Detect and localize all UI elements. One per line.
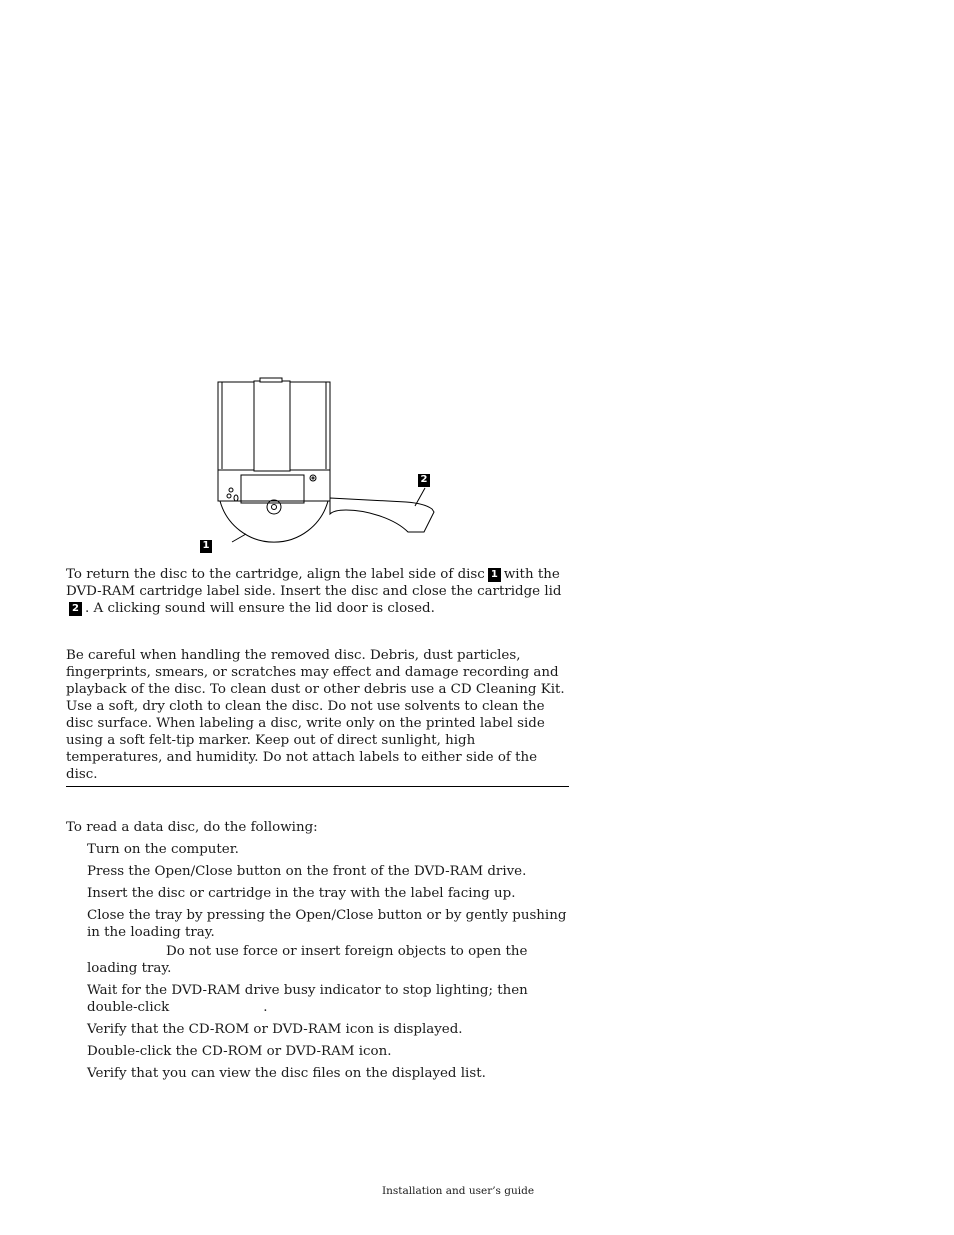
step-2: Press the Open/Close button on the front of the DVD-RAM drive. [87,864,527,879]
cartridge-illustration [196,372,446,562]
dvd-cartridge-figure [196,372,446,562]
callout-1-figure: 1 [200,540,212,553]
disc-shape [220,501,328,542]
note-text: Do not use force or insert foreign objects to open the loading tray. [87,944,528,976]
step-3: Insert the disc or cartridge in the tray with the label facing up. [87,886,516,901]
read-disc-intro: To read a data disc, do the following: [66,820,318,835]
step-5 [87,982,567,1016]
step-5-end: . [263,1000,268,1015]
section-divider [66,786,569,787]
read-disc-steps [87,841,567,1087]
disc-care-paragraph: Be careful when handling the removed disc. Debris, dust particles, fingerprints, smears, or scratches may effect and damage recording and playback of the disc. To clean dust or other debris use a CD Cleaning Kit. Use a soft, dry cloth to clean the disc. Do not use solvents to clean the disc surface. When labeling a disc, write only on the printed label side using a soft felt-tip marker. Keep out of direct sunlight, high temperatures, and humidity. Do not attach labels to either side of the disc. [66,648,565,782]
step-6: Verify that the CD-ROM or DVD-RAM icon is displayed. [87,1022,463,1037]
return-text-3: . A clicking sound will ensure the lid door is closed. [85,601,435,616]
step-4-note [87,943,567,977]
step-1: Turn on the computer. [87,842,239,857]
return-disc-paragraph [66,566,572,617]
return-text-2: with the DVD-RAM cartridge label side. Insert the disc and close the cartridge lid [66,567,562,599]
step-5-text: Wait for the DVD-RAM drive busy indicator to stop lighting; then double-click [87,983,528,1015]
cartridge-label-area [241,475,304,503]
callout-2-inline: 2 [69,602,82,616]
page-footer: Installation and user’s guide [382,1185,535,1197]
callout-1-inline: 1 [488,568,501,582]
return-text-1: To return the disc to the cartridge, align the label side of disc [66,567,485,582]
callout-2-figure: 2 [418,474,430,487]
cartridge-lid [330,498,434,532]
step-7: Double-click the CD-ROM or DVD-RAM icon. [87,1044,392,1059]
step-8: Verify that you can view the disc files on the displayed list. [87,1066,486,1081]
cartridge-shutter [254,381,290,471]
step-4: Close the tray by pressing the Open/Close button or by gently pushing in the loading tray. [87,908,567,940]
